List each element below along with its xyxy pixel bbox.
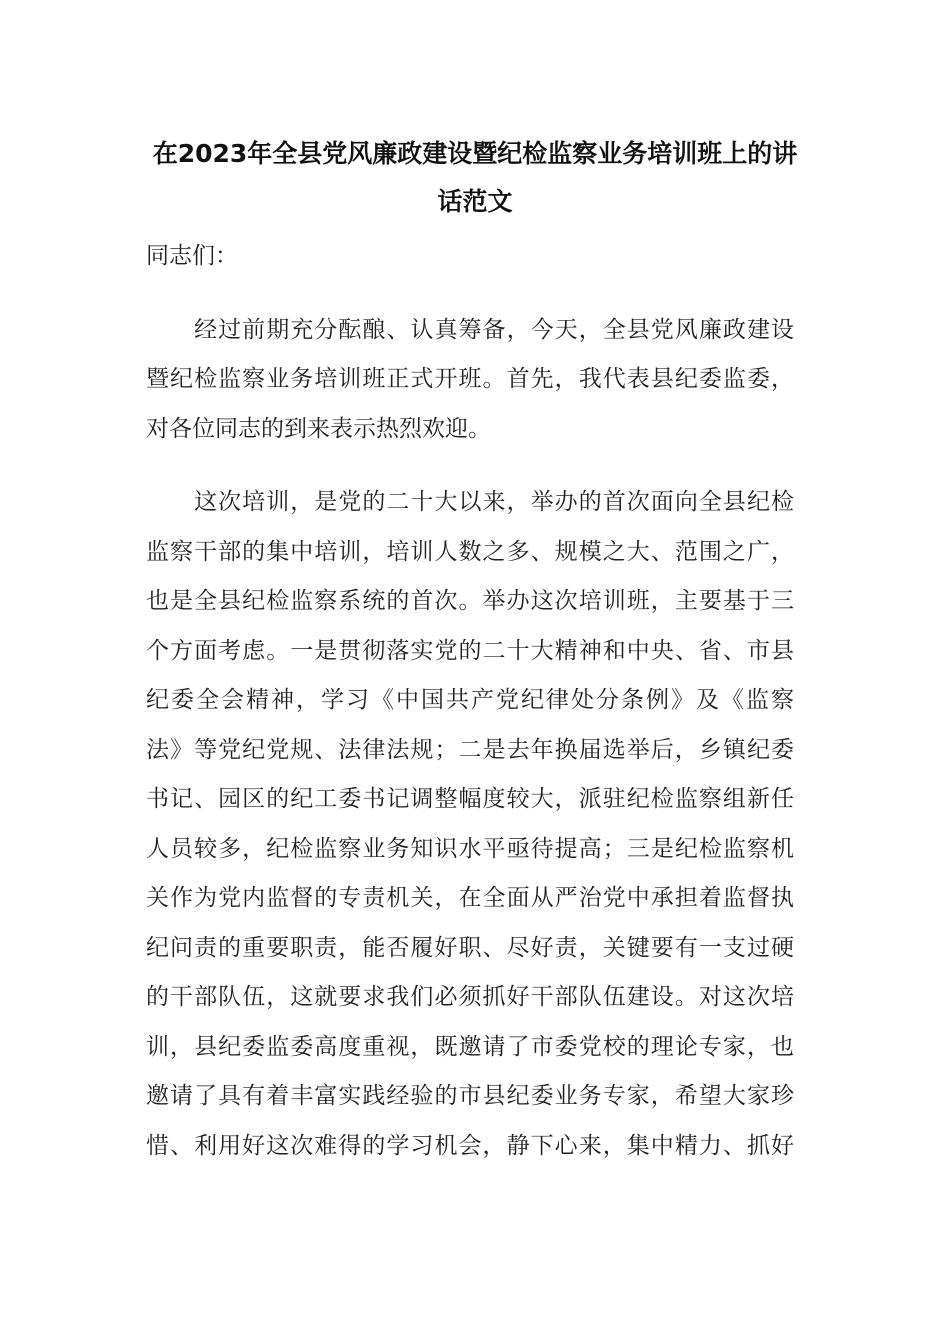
paragraph-2 bbox=[146, 478, 794, 1171]
paragraph-1 bbox=[146, 306, 794, 455]
paragraph-line: 监察干部的集中培训，培训人数之多、规模之大、范围之广， bbox=[146, 538, 794, 565]
paragraph-line: 这次培训，是党的二十大以来，举办的首次面向全县纪检 bbox=[146, 489, 794, 515]
paragraph-line: 关作为党内监督的专责机关，在全面从严治党中承担着监督执 bbox=[146, 885, 794, 911]
paragraph-line: 对各位同志的到来表示热烈欢迎。 bbox=[146, 415, 491, 442]
paragraph-line: 训，县纪委监委高度重视，既邀请了市委党校的理论专家，也 bbox=[146, 1033, 794, 1060]
paragraph-line: 纪委全会精神，学习《中国共产党纪律处分条例》及《监察 bbox=[146, 687, 794, 713]
paragraph-line: 惜、利用好这次难得的学习机会，静下心来，集中精力、抓好 bbox=[146, 1132, 794, 1159]
title-line-1: 在2023年全县党风廉政建设暨纪检监察业务培训班上的讲 bbox=[152, 139, 798, 168]
salutation: 同志们： bbox=[146, 243, 238, 269]
document-body bbox=[146, 232, 794, 1195]
paragraph-line: 也是全县纪检监察系统的首次。举办这次培训班，主要基于三 bbox=[146, 588, 794, 614]
paragraph-line: 经过前期充分酝酿、认真筹备，今天，全县党风廉政建设 bbox=[146, 316, 794, 343]
paragraph-line: 的干部队伍，这就要求我们必须抓好干部队伍建设。对这次培 bbox=[146, 984, 794, 1010]
title-line-2: 话范文 bbox=[437, 187, 513, 216]
paragraph-line: 人员较多，纪检监察业务知识水平亟待提高；三是纪检监察机 bbox=[146, 835, 794, 862]
document-title bbox=[140, 130, 810, 226]
paragraph-line: 纪问责的重要职责，能否履好职、尽好责，关键要有一支过硬 bbox=[146, 934, 794, 961]
paragraph-line: 暨纪检监察业务培训班正式开班。首先，我代表县纪委监委， bbox=[146, 366, 794, 392]
paragraph-line: 邀请了具有着丰富实践经验的市县纪委业务专家，希望大家珍 bbox=[146, 1083, 794, 1109]
paragraph-line: 个方面考虑。一是贯彻落实党的二十大精神和中央、省、市县 bbox=[146, 637, 794, 664]
paragraph-line: 法》等党纪党规、法律法规；二是去年换届选举后，乡镇纪委 bbox=[146, 736, 794, 763]
paragraph-line: 书记、园区的纪工委书记调整幅度较大，派驻纪检监察组新任 bbox=[146, 786, 794, 812]
